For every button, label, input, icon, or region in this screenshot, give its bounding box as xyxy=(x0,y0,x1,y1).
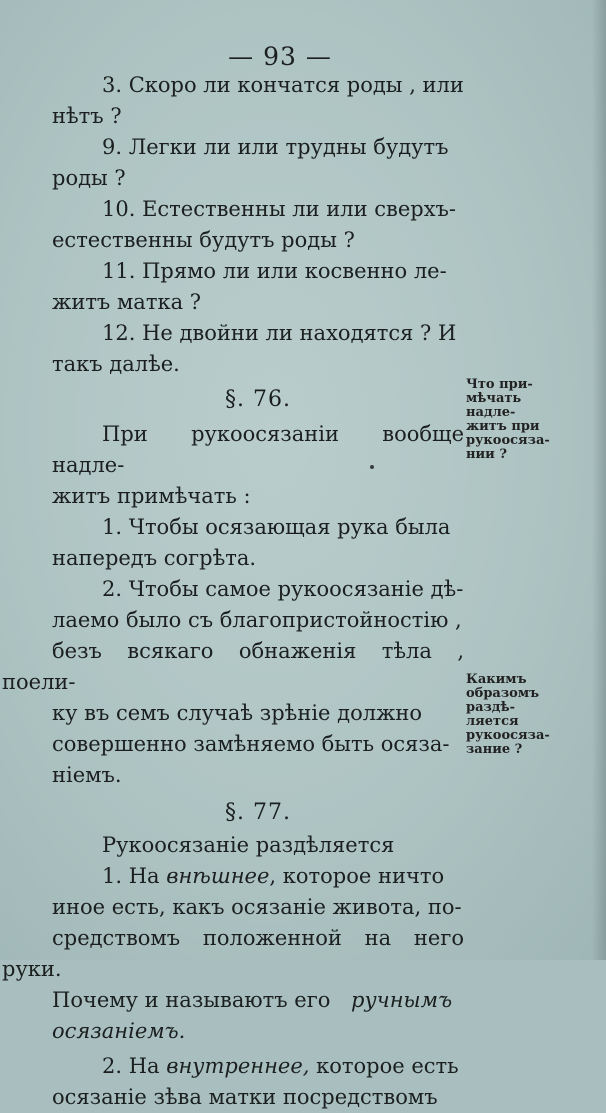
question-11 xyxy=(52,256,464,318)
marginal-line: Какимъ xyxy=(466,672,527,687)
section-77-heading: §. 77. xyxy=(225,800,291,825)
section-77-intro: Рукоосязаніе раздѣляется xyxy=(102,833,395,857)
marginal-line: нии ? xyxy=(466,447,507,462)
text-fragment: которое есть xyxy=(316,1054,459,1078)
section-76-heading: §. 76. xyxy=(225,387,291,412)
marginal-line: житъ при xyxy=(466,419,540,434)
marginal-line: зание ? xyxy=(466,742,523,757)
question-8 xyxy=(52,70,464,132)
text-line: 3. Скоро ли кончатся роды , или xyxy=(102,73,464,97)
section-76-item-2 xyxy=(2,574,464,791)
marginal-note-77 xyxy=(466,673,591,757)
text-line: иное есть, какъ осязаніе живота, по- xyxy=(52,895,462,919)
page-edge-shadow xyxy=(592,0,606,960)
text-line: безъ всякаго обнаженія тѣла , поели- xyxy=(2,639,464,694)
section-76-intro xyxy=(52,419,464,512)
section-76-item-1 xyxy=(52,512,464,574)
text-line: лаемо было съ благопристойностію , xyxy=(52,608,462,632)
main-text xyxy=(2,70,464,1113)
page-number: — 93 — xyxy=(228,42,332,71)
text-line: нѣтъ ? xyxy=(52,104,122,128)
text-line: 1. Чтобы осязающая рука была xyxy=(102,515,451,539)
question-12 xyxy=(52,318,464,380)
text-line: ку въ семъ случаѣ зрѣніе должно xyxy=(52,701,423,725)
text-fragment: , которое ничто xyxy=(269,864,445,888)
marginal-line: образомъ xyxy=(466,686,540,701)
question-9 xyxy=(52,132,464,194)
text-fragment: 1. На xyxy=(102,864,160,888)
text-line: напередъ согрѣта. xyxy=(52,546,257,570)
text-line: 9. Легки ли или трудны будутъ xyxy=(102,135,449,159)
marginal-line: Что при- xyxy=(466,377,533,392)
marginal-line: рукоосяза- xyxy=(466,433,550,448)
text-line: При рукоосязаніи вообще надле- xyxy=(52,422,464,477)
marginal-line: надле- xyxy=(466,405,516,420)
term-manual: ручнымъ xyxy=(351,988,453,1012)
text-line: естественны будутъ роды ? xyxy=(52,228,355,252)
marginal-line: рукоосяза- xyxy=(466,728,550,743)
text-line: ніемъ. xyxy=(52,763,122,787)
text-line: роды ? xyxy=(52,166,126,190)
text-fragment: 2. На xyxy=(102,1054,160,1078)
text-line: житъ примѣчать : xyxy=(52,484,251,508)
marginal-line: раздѣ- xyxy=(466,700,516,715)
section-77-item-2 xyxy=(52,1051,464,1113)
text-line: такъ далѣе. xyxy=(52,352,180,376)
text-line: Почему и называютъ его xyxy=(52,988,331,1012)
term-internal: внутреннее, xyxy=(166,1054,310,1078)
text-line: 12. Не двойни ли находятся ? И xyxy=(102,321,457,345)
text-line: совершенно замѣняемо быть осяза- xyxy=(52,732,450,756)
text-line: 10. Естественны ли или сверхъ- xyxy=(102,197,456,221)
text-line: осязаніе зѣва матки посредствомъ xyxy=(52,1085,438,1109)
text-line: 11. Прямо ли или косвенно ле- xyxy=(102,259,447,283)
text-line: житъ матка ? xyxy=(52,290,202,314)
text-line: средствомъ положенной на него руки. xyxy=(2,926,464,981)
term-external: внѣшнее xyxy=(166,864,270,888)
marginal-line: ляется xyxy=(466,714,519,729)
text-line: 2. Чтобы самое рукоосязаніе дѣ- xyxy=(102,577,464,601)
section-77-item-1 xyxy=(2,861,464,1047)
ink-speck xyxy=(370,465,374,469)
marginal-note-76 xyxy=(466,378,591,462)
question-10 xyxy=(52,194,464,256)
marginal-line: мѣчать xyxy=(466,391,522,406)
term-palpation: осязаніемъ. xyxy=(52,1019,186,1043)
